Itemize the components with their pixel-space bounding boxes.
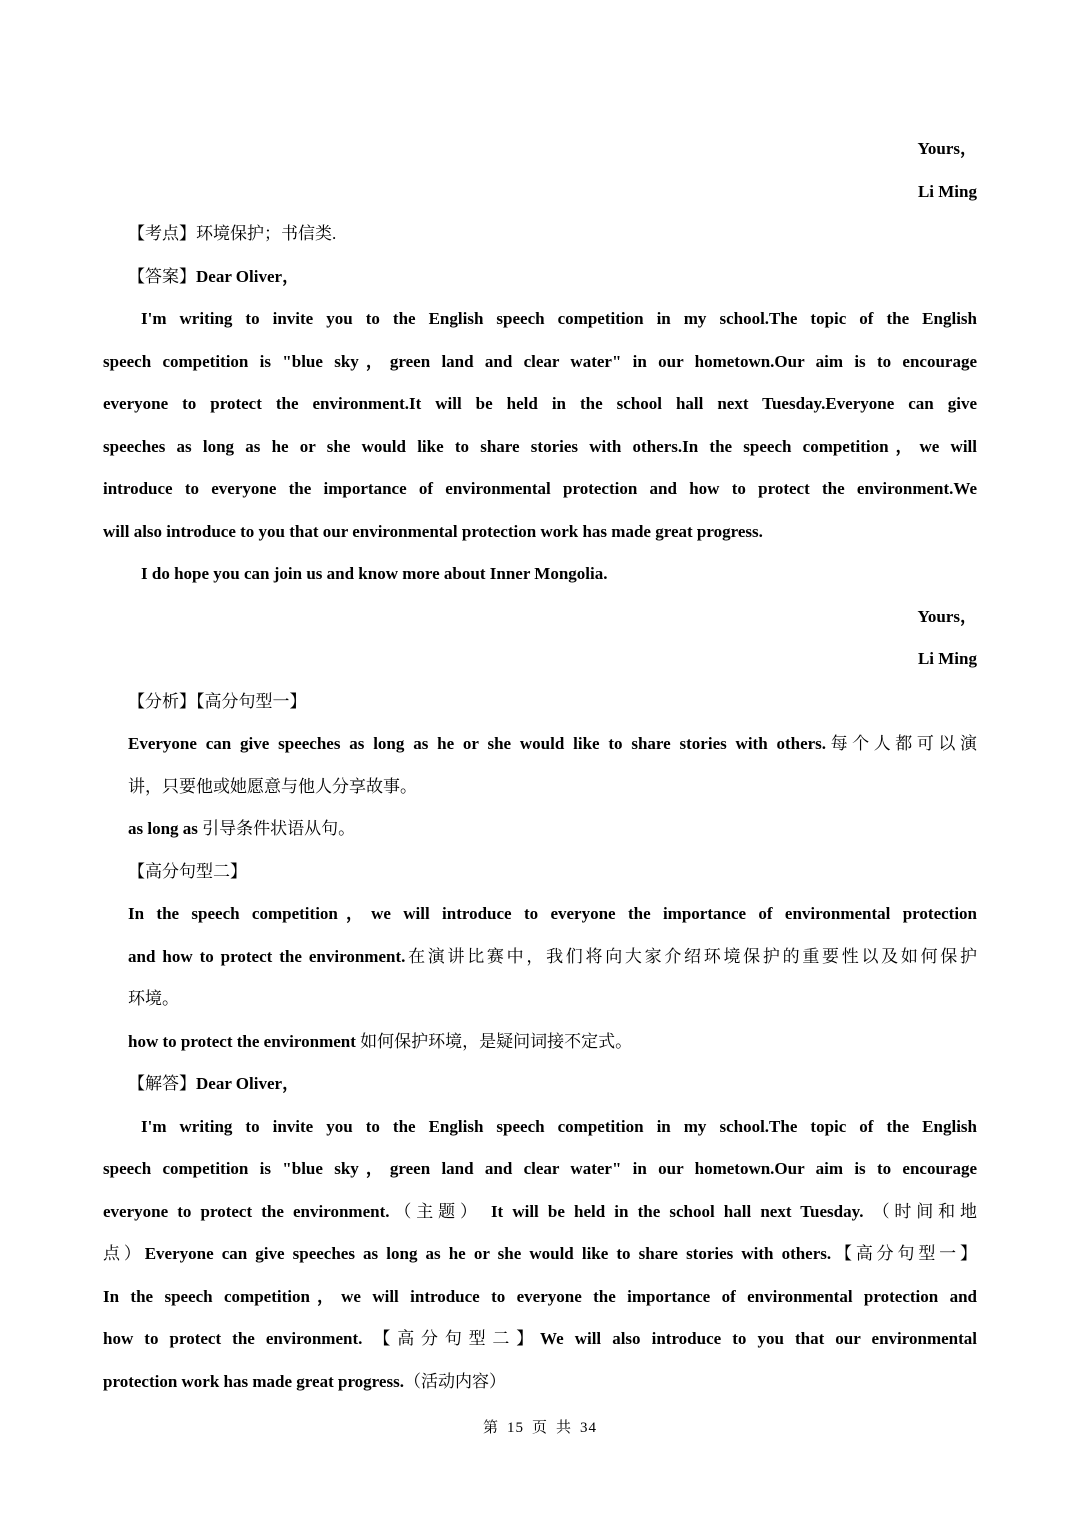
pattern-2-line-1: In the speech competition，we will introduce to everyone the importance of environmental protection xyxy=(128,904,977,923)
jieda-line-3-c: It will be held in the school hall next Tuesday. xyxy=(481,1201,873,1221)
sentence-pattern-2-title: 【高分句型二】 xyxy=(128,861,247,881)
pattern-1-english: Everyone can give speeches as long as he or she would like to share stories with others. xyxy=(128,734,827,753)
jieda-line-4-pattern-tag: 【高分句型一】 xyxy=(831,1244,978,1263)
page-content xyxy=(103,128,977,1403)
signature-li-ming-2: Li Ming xyxy=(917,649,977,668)
answer-greeting: Dear Oliver， xyxy=(196,266,300,286)
jieda-line-7 xyxy=(103,1361,977,1404)
jieda-line-4-b: Everyone can give speeches as long as he or she would like to share stories with others. xyxy=(144,1244,832,1263)
jieda-line-6-c: We will also introduce to you that our environmental xyxy=(540,1329,977,1348)
answer-p1-line-3: everyone to protect the environment.It will be held in the school hall next Tuesday.Everyone can give xyxy=(103,394,977,413)
jieda-line-4-a: 点） xyxy=(103,1244,145,1263)
jieda-line-3-a: everyone to protect the environment. xyxy=(103,1201,390,1221)
jieda-line-6 xyxy=(103,1318,977,1361)
jieda-line-3-time-tag: （时间和地 xyxy=(872,1201,978,1221)
jieda-line-3-topic-tag: （主题） xyxy=(389,1201,482,1221)
pattern-2-line-2 xyxy=(103,936,977,979)
analysis-heading-line xyxy=(103,681,977,724)
jieda-line-6-pattern-tag: 【高分句型二】 xyxy=(373,1329,541,1348)
footer-di: 第 xyxy=(482,1420,499,1436)
jieda-line-7-content-tag: （活动内容） xyxy=(403,1371,506,1391)
pattern-1-note-cn: 引导条件状语从句。 xyxy=(202,819,356,838)
pattern-2-note xyxy=(103,1021,977,1064)
jieda-line-5: In the speech competition，we will introduce to everyone the importance of environmental protection and xyxy=(103,1286,977,1306)
answer-p1-line-2: speech competition is "blue sky，green land and clear water" in our hometown.Our aim is to encourage xyxy=(103,351,977,371)
answer-p1-line-5: introduce to everyone the importance of environmental protection and how to protect the environment.We xyxy=(103,479,977,498)
pattern-1-note xyxy=(103,808,977,851)
pattern-2-english-b: and how to protect the environment. xyxy=(128,946,406,966)
jieda-line-7-a: protection work has made great progress. xyxy=(103,1371,404,1391)
pattern-1-line-1 xyxy=(103,723,977,766)
footer-gong: 共 xyxy=(556,1420,573,1436)
answer-p1-line-1: I'm writing to invite you to the English speech competition in my school.The topic of the English xyxy=(141,309,977,328)
pattern-2-note-cn: 如何保护环境，是疑问词接不定式。 xyxy=(360,1031,633,1051)
closing-yours-1: Yours， xyxy=(917,139,977,158)
answer-p1-line-4: speeches as long as he or she would like to share stories with others.In the speech competition，we will xyxy=(103,436,977,456)
footer-total-pages: 34 xyxy=(580,1420,598,1436)
closing-yours-2: Yours， xyxy=(917,606,977,626)
answer-p2: I do hope you can join us and know more about Inner Mongolia. xyxy=(141,564,608,583)
pattern-2-note-en: how to protect the environment xyxy=(128,1031,361,1051)
kaodian-label: 【考点】 xyxy=(128,224,196,243)
kaodian-text: 环境保护；书信类. xyxy=(196,224,337,243)
jieda-heading-line xyxy=(103,1063,977,1106)
sentence-pattern-1-title: 【高分句型一】 xyxy=(196,691,307,711)
pattern-2-chinese-a: 在演讲比赛中，我们将向大家介绍环境保护的重要性以及如何保护 xyxy=(405,946,978,966)
signature-li-ming-1: Li Ming xyxy=(917,181,977,201)
footer-page-number: 15 xyxy=(506,1420,524,1436)
pattern-1-chinese-a: 每个人都可以演 xyxy=(826,734,977,753)
pattern-1-chinese-b: 讲，只要他或她愿意与他人分享故事。 xyxy=(128,776,417,796)
jieda-line-3 xyxy=(103,1191,977,1234)
pattern-1-note-en: as long as xyxy=(128,819,203,838)
page-footer xyxy=(0,1416,1080,1437)
jieda-greeting: Dear Oliver， xyxy=(196,1074,300,1093)
jieda-line-4 xyxy=(103,1233,977,1276)
answer-p1-line-6: will also introduce to you that our environmental protection work has made great progress. xyxy=(103,521,763,541)
jieda-line-1: I'm writing to invite you to the English speech competition in my school.The topic of the English xyxy=(141,1116,977,1136)
kaodian-line xyxy=(103,213,977,256)
answer-label: 【答案】 xyxy=(128,266,196,286)
analysis-label: 【分析】 xyxy=(128,691,196,711)
jieda-line-6-a: how to protect the environment. xyxy=(103,1329,374,1348)
answer-heading-line xyxy=(103,256,977,299)
jieda-label: 【解答】 xyxy=(128,1074,196,1093)
footer-ye: 页 xyxy=(531,1420,548,1436)
jieda-line-2: speech competition is "blue sky，green land and clear water" in our hometown.Our aim is to encourage xyxy=(103,1159,977,1178)
pattern-2-chinese-b: 环境。 xyxy=(128,989,179,1008)
